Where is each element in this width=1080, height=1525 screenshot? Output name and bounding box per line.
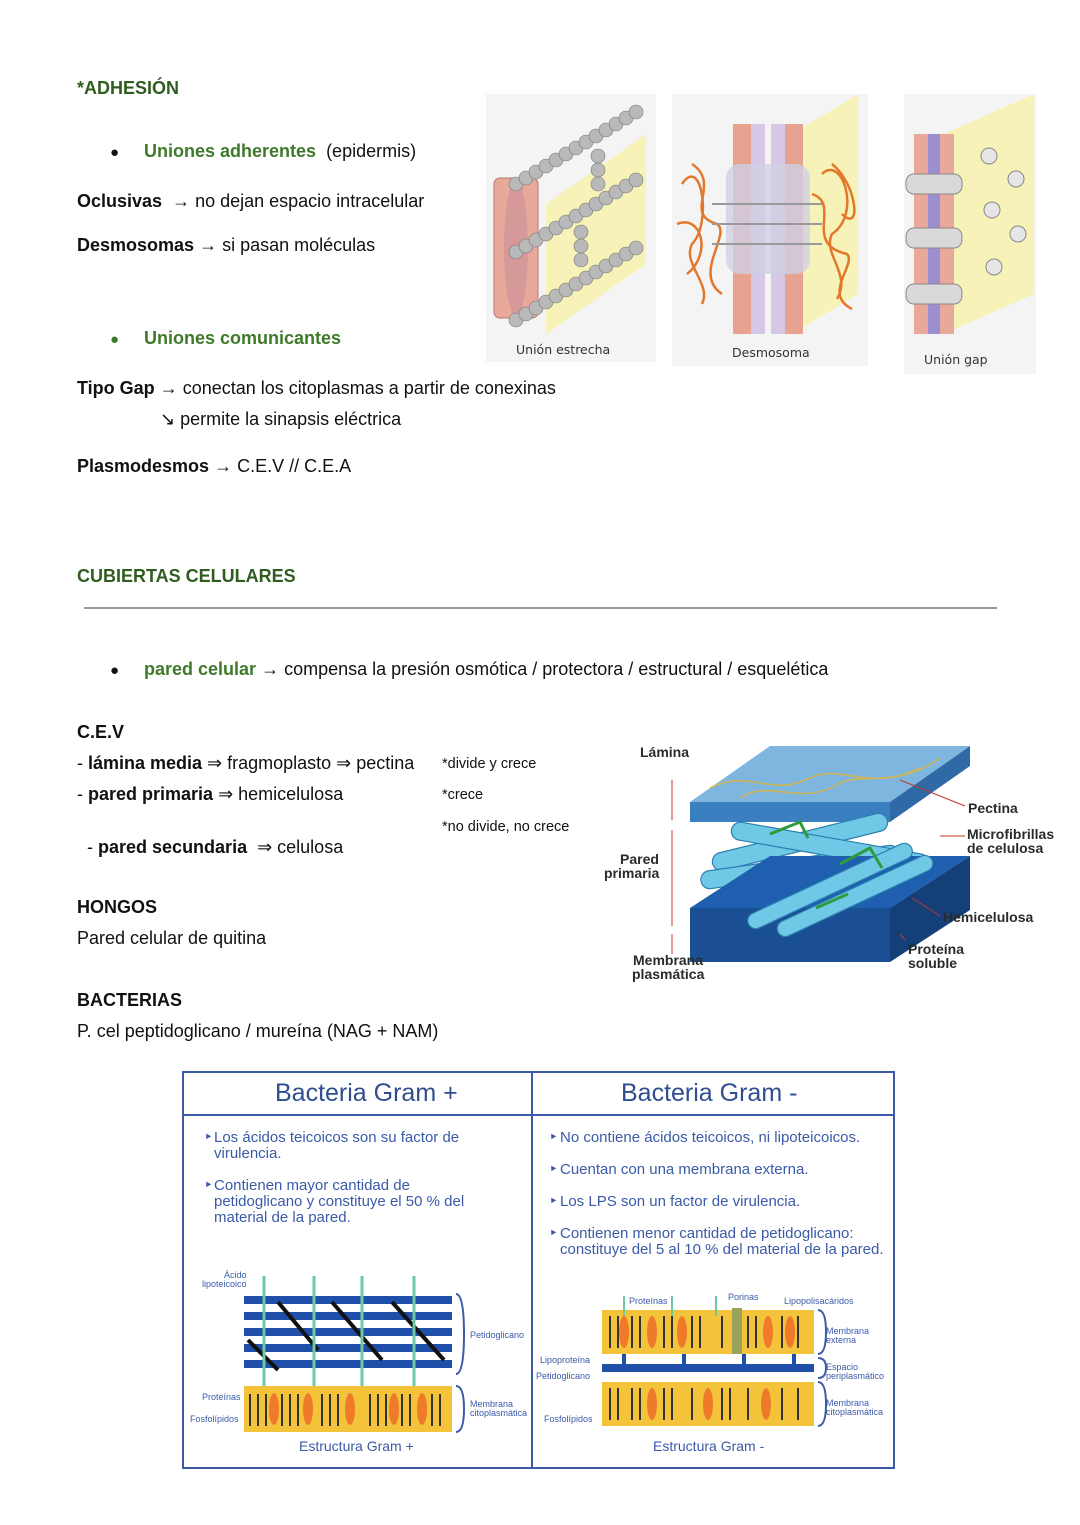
- gram-neg-b1: No contiene ácidos teicoicos, ni lipoteicoicos.: [560, 1129, 861, 1146]
- plasmodesmos-desc: → C.E.V // C.E.A: [214, 456, 352, 476]
- uniones-adherentes-note: (epidermis): [326, 141, 417, 161]
- label-porinas: Porinas: [728, 1292, 759, 1302]
- adhesion-heading: *ADHESIÓN: [77, 78, 180, 98]
- gram-neg-bullet-mark: ‣: [549, 1161, 558, 1178]
- label-hemicelulosa: Hemicelulosa: [943, 909, 1034, 925]
- gram-pos-b2-l2: petidoglicano y constituye el 50 % del: [214, 1193, 465, 1210]
- label-lipoproteina: Lipoproteína: [540, 1355, 591, 1365]
- label-proteinas-pos: Proteínas: [202, 1392, 241, 1402]
- label-periplasmatico: periplasmático: [826, 1371, 885, 1381]
- bullet-uniones-adherentes: [110, 141, 416, 162]
- label-soluble: soluble: [908, 955, 958, 971]
- label-pectina: Pectina: [968, 800, 1018, 816]
- label-fosfolipidos-neg: Fosfolípidos: [544, 1414, 593, 1424]
- cev-note-primaria: *crece: [442, 787, 484, 803]
- desmosome-figure: [672, 94, 868, 366]
- gram-pos-bullet-mark: ‣: [204, 1177, 213, 1194]
- gram-pos-b1-l2: virulencia.: [214, 1145, 282, 1162]
- gram-pos-b2-l1: Contienen mayor cantidad de: [214, 1177, 410, 1194]
- gap-line: [77, 378, 556, 399]
- label-membrana: Membrana: [633, 952, 704, 968]
- cev-row-desc: ⇒ hemicelulosa: [213, 784, 344, 804]
- cev-row-lamina: [77, 753, 414, 774]
- cev-row-term: pared secundaria: [98, 837, 248, 857]
- label-de-celulosa: de celulosa: [967, 840, 1044, 856]
- gap-desc: → conectan los citoplasmas a partir de conexinas: [159, 378, 556, 398]
- cev-row-primaria: [77, 784, 343, 805]
- gram-neg-b2: Cuentan con una membrana externa.: [560, 1161, 809, 1178]
- uniones-adherentes-term: Uniones adherentes: [144, 141, 317, 161]
- label-membrana-pos: Membrana: [470, 1399, 514, 1409]
- section-divider: [84, 607, 997, 609]
- label-lipopolisacaridos: Lipopolisacáridos: [784, 1296, 854, 1306]
- gram-neg-b4-l2: constituye del 5 al 10 % del material de la pared.: [560, 1241, 884, 1258]
- cev-row-prefix: -: [77, 784, 88, 804]
- hongos-desc: Pared celular de quitina: [77, 928, 267, 948]
- label-espacio: Espacio: [826, 1362, 859, 1372]
- pared-celular-term: pared celular: [144, 659, 257, 679]
- label-fosfolipidos-pos: Fosfolípidos: [190, 1414, 239, 1424]
- gram-pos-b1-l1: Los ácidos teicoicos son su factor de: [214, 1129, 460, 1146]
- label-proteinas-neg: Proteínas: [629, 1296, 668, 1306]
- label-petidoglicano-neg: Petidoglicano: [536, 1371, 591, 1381]
- desmosomas-line: [77, 235, 375, 256]
- cev-row-prefix: -: [87, 837, 99, 857]
- cev-note-secundaria: *no divide, no crece: [442, 819, 570, 835]
- bullet-dot: ●: [110, 144, 120, 161]
- oclusivas-line: [77, 191, 424, 212]
- bullet-pared-celular: [110, 659, 828, 680]
- tight-junction-caption: Unión estrecha: [516, 342, 611, 357]
- cev-row-term: lámina media: [88, 753, 203, 773]
- label-pared: Pared: [620, 851, 659, 867]
- gram-neg-bullet-mark: ‣: [549, 1193, 558, 1210]
- hongos-title: HONGOS: [77, 897, 158, 917]
- plasmodesmos-term: Plasmodesmos: [77, 456, 210, 476]
- gap-junction-figure: [904, 94, 1036, 374]
- label-acido: Ácido: [224, 1270, 247, 1280]
- desmosomas-desc: → si pasan moléculas: [199, 235, 376, 255]
- oclusivas-term: Oclusivas: [77, 191, 163, 211]
- label-citoplasmatica-pos: citoplasmática: [470, 1408, 528, 1418]
- cev-note-lamina: *divide y crece: [442, 756, 537, 772]
- cev-title: C.E.V: [77, 722, 125, 742]
- cubiertas-heading: CUBIERTAS CELULARES: [77, 566, 296, 586]
- gap-sub: ↘ permite la sinapsis eléctrica: [160, 409, 402, 429]
- gap-term: Tipo Gap: [77, 378, 155, 398]
- cev-row-desc: ⇒ celulosa: [247, 837, 344, 857]
- oclusivas-desc: → no dejan espacio intracelular: [172, 191, 425, 211]
- cev-row-prefix: -: [77, 753, 88, 773]
- desmosomas-term: Desmosomas: [77, 235, 195, 255]
- uniones-comunicantes-term: Uniones comunicantes: [144, 328, 342, 348]
- bullet-uniones-comunicantes: [110, 328, 341, 349]
- gram-neg-b3: Los LPS son un factor de virulencia.: [560, 1193, 801, 1210]
- bullet-dot: ●: [110, 331, 120, 348]
- label-primaria: primaria: [604, 865, 660, 881]
- tight-junction-figure: [486, 94, 656, 362]
- label-petidoglicano-pos: Petidoglicano: [470, 1330, 525, 1340]
- gram-neg-bullet-mark: ‣: [549, 1129, 558, 1146]
- label-membrana-externa-2: externa: [826, 1335, 857, 1345]
- cev-row-desc: ⇒ fragmoplasto ⇒ pectina: [202, 753, 415, 773]
- gram-pos-bullet-mark: ‣: [204, 1129, 213, 1146]
- gram-pos-title: Bacteria Gram +: [275, 1079, 458, 1107]
- label-microfibrillas: Microfibrillas: [967, 826, 1055, 842]
- bacterias-desc: P. cel peptidoglicano / mureína (NAG + NAM): [77, 1021, 439, 1041]
- gram-pos-b2-l3: material de la pared.: [214, 1209, 351, 1226]
- label-proteina: Proteína: [908, 941, 965, 957]
- cev-row-secundaria: [77, 816, 343, 858]
- pared-celular-desc: → compensa la presión osmótica / protectora / estructural / esquelética: [261, 659, 829, 679]
- label-plasmatica: plasmática: [632, 966, 705, 982]
- bullet-dot: ●: [110, 662, 120, 679]
- label-lamina: Lámina: [640, 744, 690, 760]
- gap-junction-caption: Unión gap: [924, 352, 988, 367]
- gram-neg-caption: Estructura Gram -: [653, 1438, 765, 1454]
- gram-neg-bullet-mark: ‣: [549, 1225, 558, 1242]
- label-lipoteicoico: lipoteicoico: [202, 1279, 247, 1289]
- label-membrana-externa-1: Membrana: [826, 1326, 870, 1336]
- desmosome-caption: Desmosoma: [732, 345, 810, 360]
- gram-pos-caption: Estructura Gram +: [299, 1438, 414, 1454]
- cev-row-term: pared primaria: [88, 784, 214, 804]
- gram-neg-b4-l1: Contienen menor cantidad de petidoglicano:: [560, 1225, 854, 1242]
- bacterias-title: BACTERIAS: [77, 990, 183, 1010]
- gram-comparison-table: [182, 1070, 896, 1472]
- label-citoplasmatica-neg: citoplasmática: [826, 1407, 884, 1417]
- gram-neg-title: Bacteria Gram -: [621, 1079, 798, 1107]
- label-membrana-neg: Membrana: [826, 1398, 870, 1408]
- plasmodesmos-line: [77, 456, 351, 477]
- plant-cell-wall-figure: [600, 738, 1060, 988]
